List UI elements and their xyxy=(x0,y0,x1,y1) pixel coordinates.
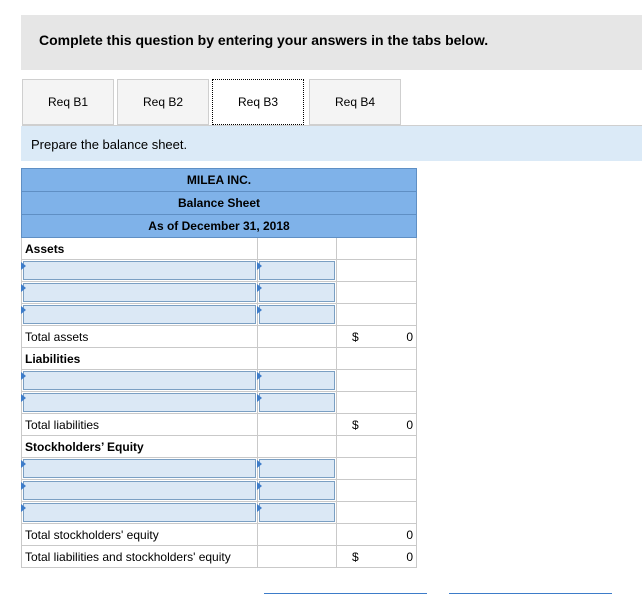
company-name: MILEA INC. xyxy=(22,169,417,192)
dropdown-indicator-icon xyxy=(21,284,26,292)
dropdown-indicator-icon xyxy=(21,482,26,490)
question-title: Complete this question by entering your answers in the tabs below. xyxy=(39,32,489,48)
dropdown-indicator-icon xyxy=(21,504,26,512)
dropdown-indicator-icon xyxy=(21,460,26,468)
total-assets-label: Total assets xyxy=(22,326,258,348)
total-liabilities-amount xyxy=(337,414,417,436)
equity-amount-input[interactable] xyxy=(259,481,335,500)
statement-title: Balance Sheet xyxy=(22,192,417,215)
instruction-text: Prepare the balance sheet. xyxy=(31,137,188,152)
dropdown-indicator-icon xyxy=(257,482,262,490)
assets-heading: Assets xyxy=(22,238,258,260)
total-equity-label: Total stockholders' equity xyxy=(22,524,258,546)
empty-cell xyxy=(337,370,417,392)
total-liabilities-value: 0 xyxy=(406,417,414,432)
total-assets-value: 0 xyxy=(406,329,414,344)
balance-sheet-table xyxy=(21,168,417,568)
empty-cell xyxy=(258,326,337,348)
liability-amount-input[interactable] xyxy=(259,393,335,412)
empty-cell xyxy=(337,304,417,326)
dropdown-indicator-icon xyxy=(257,504,262,512)
dropdown-indicator-icon xyxy=(257,306,262,314)
asset-amount-input[interactable] xyxy=(259,283,335,302)
dropdown-indicator-icon xyxy=(21,262,26,270)
empty-cell xyxy=(258,238,337,260)
liability-row xyxy=(22,392,417,414)
dropdown-indicator-icon xyxy=(257,460,262,468)
statement-date: As of December 31, 2018 xyxy=(22,215,417,238)
dropdown-indicator-icon xyxy=(21,372,26,380)
total-liabilities-equity-amount xyxy=(337,546,417,568)
tab-req-b3[interactable]: Req B3 xyxy=(212,79,304,125)
empty-cell xyxy=(337,480,417,502)
total-equity-value: 0 xyxy=(337,524,417,546)
equity-row xyxy=(22,480,417,502)
dropdown-indicator-icon xyxy=(21,394,26,402)
dropdown-indicator-icon xyxy=(257,262,262,270)
instruction-bar xyxy=(21,126,642,161)
asset-row xyxy=(22,282,417,304)
total-liabilities-label: Total liabilities xyxy=(22,414,258,436)
total-liabilities-equity-label: Total liabilities and stockholders' equity xyxy=(22,546,258,568)
empty-cell xyxy=(337,348,417,370)
liability-account-select[interactable] xyxy=(23,393,256,412)
total-liabilities-equity-value: 0 xyxy=(406,549,414,564)
dropdown-indicator-icon xyxy=(257,284,262,292)
empty-cell xyxy=(337,392,417,414)
equity-amount-input[interactable] xyxy=(259,503,335,522)
empty-cell xyxy=(337,260,417,282)
empty-cell xyxy=(258,546,337,568)
empty-cell xyxy=(258,436,337,458)
empty-cell xyxy=(337,238,417,260)
empty-cell xyxy=(337,458,417,480)
asset-account-select[interactable] xyxy=(23,261,256,280)
asset-account-select[interactable] xyxy=(23,283,256,302)
dropdown-indicator-icon xyxy=(257,372,262,380)
liabilities-heading: Liabilities xyxy=(22,348,258,370)
question-header xyxy=(21,15,642,70)
equity-row xyxy=(22,458,417,480)
dropdown-indicator-icon xyxy=(257,394,262,402)
equity-amount-input[interactable] xyxy=(259,459,335,478)
asset-amount-input[interactable] xyxy=(259,261,335,280)
tab-req-b1[interactable]: Req B1 xyxy=(22,79,114,125)
equity-account-select[interactable] xyxy=(23,503,256,522)
asset-amount-input[interactable] xyxy=(259,305,335,324)
tab-req-b4[interactable]: Req B4 xyxy=(309,79,401,125)
asset-account-select[interactable] xyxy=(23,305,256,324)
equity-row xyxy=(22,502,417,524)
equity-account-select[interactable] xyxy=(23,459,256,478)
currency-symbol: $ xyxy=(352,329,359,344)
empty-cell xyxy=(337,282,417,304)
equity-heading: Stockholders’ Equity xyxy=(22,436,258,458)
currency-symbol: $ xyxy=(352,549,359,564)
currency-symbol: $ xyxy=(352,417,359,432)
empty-cell xyxy=(258,348,337,370)
liability-account-select[interactable] xyxy=(23,371,256,390)
total-assets-amount xyxy=(337,326,417,348)
liability-amount-input[interactable] xyxy=(259,371,335,390)
empty-cell xyxy=(337,436,417,458)
empty-cell xyxy=(258,414,337,436)
empty-cell xyxy=(337,502,417,524)
asset-row xyxy=(22,260,417,282)
equity-account-select[interactable] xyxy=(23,481,256,500)
liability-row xyxy=(22,370,417,392)
asset-row xyxy=(22,304,417,326)
empty-cell xyxy=(258,524,337,546)
tab-req-b2[interactable]: Req B2 xyxy=(117,79,209,125)
dropdown-indicator-icon xyxy=(21,306,26,314)
